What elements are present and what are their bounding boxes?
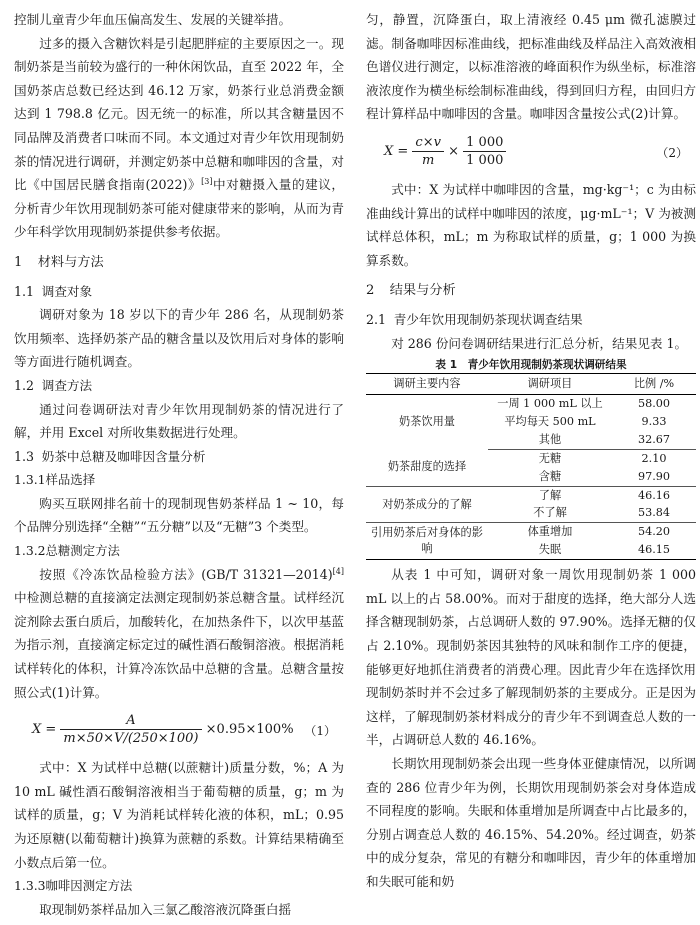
table-category-cell: 引用奶茶后对身体的影响 bbox=[366, 523, 488, 560]
subsubsection-heading bbox=[14, 539, 344, 563]
section-title: 结果与分析 bbox=[389, 283, 456, 299]
paragraph: 控制儿童青少年血压偏高发生、发展的关键举措。 bbox=[14, 12, 292, 27]
section-title: 样品选择 bbox=[45, 472, 96, 488]
paragraph bbox=[14, 563, 344, 705]
paragraph: 对 286 份问卷调研结果进行汇总分析，结果见表 1。 bbox=[391, 335, 688, 351]
table-cell: 54.20 bbox=[637, 525, 671, 539]
table-header-row bbox=[366, 374, 696, 395]
paragraph bbox=[14, 32, 344, 244]
table-cell: 46.16 bbox=[637, 488, 671, 502]
table-category-cell: 奶茶饮用量 bbox=[399, 415, 455, 429]
table-header-cell: 调研主要内容 bbox=[366, 374, 488, 395]
subsubsection-heading bbox=[14, 468, 344, 492]
paragraph: 调研对象为 18 岁以下的青少年 286 名，从现制奶茶饮用频率、选择奶茶产品的糖含量以及饮用后对身体的影响等方面进行随机调查。 bbox=[14, 307, 344, 370]
table-cell: 53.84 bbox=[612, 504, 696, 522]
subsection-heading bbox=[366, 308, 696, 332]
equation-1 bbox=[14, 704, 344, 756]
paragraph: 从表 1 中可知，调研对象一周饮用现制奶茶 1 000 mL 以上的占 58.00%。而对于甜度的选择，绝大部分人选择含糖现制奶茶，占总调研人数的 97.90%。选择无糖的仅占 2.10%。现制奶茶因其独特的风味和制作工序的便捷，能够更好地抓住消费者的消费心理。因此青少年在选择饮用现制奶茶时并不会过多了解现制奶茶的主要成分。正是因为这样，了解现制奶茶材料成分的青少年不到调查总人数的一半，占调研总人数的 46.16%。 bbox=[366, 567, 696, 748]
section-number: 1.3.3 bbox=[14, 878, 46, 894]
section-number: 1.3.1 bbox=[14, 472, 46, 488]
citation: [4] bbox=[332, 566, 344, 576]
table-header-cell: 比例 /% bbox=[612, 374, 696, 395]
section-title: 奶茶中总糖及咖啡因含量分析 bbox=[41, 448, 206, 464]
table-category-cell: 奶茶甜度的选择 bbox=[366, 449, 488, 486]
table-row bbox=[366, 449, 696, 467]
paragraph-text: 过多的摄入含糖饮料是引起肥胖症的主要原因之一。现制奶茶是当前较为盛行的一种休闲饮品，直至 2022 年，全国奶茶店总数已经达到 46.12 万家，奶茶行业总消费金额达到 1 798.8 亿元。因无统一的标准，所以其含糖量因不同品牌及消费者口味而不同。本文通过对青少年饮用现制奶茶的情况进行调研，并测定奶茶中总糖和咖啡因的含量，对比《中国居民膳食指南(2022)》 bbox=[14, 35, 344, 193]
citation: [3] bbox=[201, 176, 213, 186]
paragraph: 购买互联网排名前十的现制现售奶茶样品 1 ~ 10，每个品牌分别选择“全糖”“五分糖”以及“无糖”3 个类型。 bbox=[14, 495, 344, 535]
table-row bbox=[366, 523, 696, 541]
paragraph: 匀，静置，沉降蛋白，取上清液经 0.45 μm 微孔滤膜过滤。制备咖啡因标准曲线，把标准曲线及样品注入高效液相色谱仪进行测定，以标准溶液的峰面积作为纵坐标，标准溶液浓度作为横坐标绘制标准曲线，得到回归方程，由回归方程计算样品中咖啡因的含量。咖啡因含量按公式(2)计算。 bbox=[366, 12, 696, 122]
table-cell: 97.90 bbox=[612, 468, 696, 486]
equation-lhs: X = bbox=[32, 722, 57, 738]
table-cell: 了解 bbox=[538, 488, 562, 502]
table-category-cell: 对奶茶成分的了解 bbox=[366, 486, 488, 523]
table-cell: 失眠 bbox=[488, 541, 612, 559]
fraction-denominator: m bbox=[422, 152, 435, 168]
section-title: 咖啡因测定方法 bbox=[45, 878, 133, 894]
table-cell: 不了解 bbox=[488, 504, 612, 522]
equation-number: （2） bbox=[656, 145, 688, 160]
table-cell: 体重增加 bbox=[527, 525, 573, 539]
fraction-denominator: 1 000 bbox=[466, 152, 504, 168]
equation-operator: × bbox=[448, 143, 459, 159]
table-cell: 平均每天 500 mL bbox=[504, 414, 596, 428]
table-cell: 32.67 bbox=[612, 431, 696, 449]
section-heading bbox=[366, 279, 696, 303]
section-title: 总糖测定方法 bbox=[45, 543, 120, 559]
fraction-denominator: m×50×V/(250×100) bbox=[63, 731, 199, 747]
survey-table bbox=[366, 373, 696, 560]
paragraph: 取现制奶茶样品加入三氯乙酸溶液沉降蛋白摇 bbox=[39, 901, 292, 917]
table-cell: 58.00 bbox=[637, 397, 671, 411]
equation-fraction bbox=[60, 712, 201, 747]
table-row bbox=[366, 395, 696, 413]
paragraph: 式中：X 为试样中总糖(以蔗糖计)质量分数，%；A 为 10 mL 碱性酒石酸铜溶液相当于葡萄糖的质量，g；m 为试样的质量，g；V 为消耗试样转化液的体积，mL；0.95 为还原糖(以葡萄糖计)换算为蔗糖的系数。计算结果精确至小数点后第一位。 bbox=[14, 760, 344, 870]
table-cell: 46.15 bbox=[612, 541, 696, 559]
section-number: 1 bbox=[14, 254, 23, 270]
section-number: 2.1 bbox=[366, 311, 387, 327]
table-cell: 一周 1 000 mL 以上 bbox=[497, 397, 603, 411]
right-column bbox=[366, 8, 696, 894]
table-cell: 无糖 bbox=[538, 451, 562, 465]
paragraph: 式中：X 为试样中咖啡因的含量，mg·kg⁻¹；c 为由标准曲线计算出的试样中咖啡因的浓度，μg·mL⁻¹；V 为被测试样总体积，mL；m 为称取试样的质量，g；1 000 为换算系数。 bbox=[366, 181, 696, 268]
section-number: 1.3.2 bbox=[14, 543, 46, 559]
fraction-numerator: 1 000 bbox=[463, 134, 506, 152]
table-cell: 9.33 bbox=[641, 414, 667, 428]
table-header-cell: 调研项目 bbox=[488, 374, 612, 395]
paragraph-text: 中对糖摄入量的建议，分析青少年饮用现制奶茶可能对健康带来的影响，从而为青少年科学饮用现制奶茶提供参考依据。 bbox=[14, 177, 344, 240]
section-number: 1.3 bbox=[14, 448, 35, 464]
table-caption: 表 1 青少年饮用现制奶茶现状调研结果 bbox=[435, 359, 627, 372]
fraction-numerator: c×v bbox=[412, 134, 444, 152]
subsection-heading bbox=[14, 445, 344, 469]
paragraph: 通过问卷调研法对青少年饮用现制奶茶的情况进行了解，并用 Excel 对所收集数据进行处理。 bbox=[14, 401, 344, 441]
section-number: 1.2 bbox=[14, 377, 35, 393]
equation-tail: ×0.95×100% bbox=[205, 722, 294, 738]
section-heading bbox=[14, 251, 344, 275]
table-cell: 2.10 bbox=[641, 451, 667, 465]
section-title: 青少年饮用现制奶茶现状调查结果 bbox=[393, 311, 583, 327]
section-title: 材料与方法 bbox=[37, 254, 104, 270]
paragraph: 长期饮用现制奶茶会出现一些身体亚健康情况，以所调查的 286 位青少年为例，长期饮用现制奶茶会对身体造成不同程度的影响。失眠和体重增加是所调查中占比最多的，分别占调查总人数的 46.15%、54.20%。经过调查，奶茶中的成分复杂，常见的有糖分和咖啡因，青少年的体重增加和失眠可能和奶 bbox=[366, 755, 696, 889]
section-title: 调查方法 bbox=[41, 377, 93, 393]
left-column bbox=[14, 8, 344, 921]
fraction-numerator: A bbox=[60, 712, 201, 730]
subsection-heading bbox=[14, 280, 344, 304]
section-number: 1.1 bbox=[14, 283, 35, 299]
table-row bbox=[366, 486, 696, 504]
equation-number: （1） bbox=[304, 724, 336, 739]
table-cell: 含糖 bbox=[488, 468, 612, 486]
subsection-heading bbox=[14, 374, 344, 398]
paragraph-text: 按照《冷冻饮品检验方法》(GB/T 31321—2014) bbox=[39, 566, 333, 582]
section-number: 2 bbox=[366, 283, 375, 299]
subsubsection-heading bbox=[14, 874, 344, 898]
equation-fraction bbox=[412, 134, 444, 169]
equation-2 bbox=[366, 126, 696, 178]
equation-fraction bbox=[463, 134, 506, 169]
equation-lhs: X = bbox=[384, 143, 409, 159]
section-title: 调查对象 bbox=[41, 283, 93, 299]
table-cell: 其他 bbox=[488, 431, 612, 449]
paragraph-text: 中检测总糖的直接滴定法测定现制奶茶总糖含量。试样经沉淀剂除去蛋白质后，加酸转化，在加热条件下，以次甲基蓝为指示剂，直接滴定标定过的碱性酒石酸铜溶液。根据消耗试样转化的体积，计算冷冻饮品中总糖的含量。总糖含量按照公式(1)计算。 bbox=[14, 590, 344, 700]
